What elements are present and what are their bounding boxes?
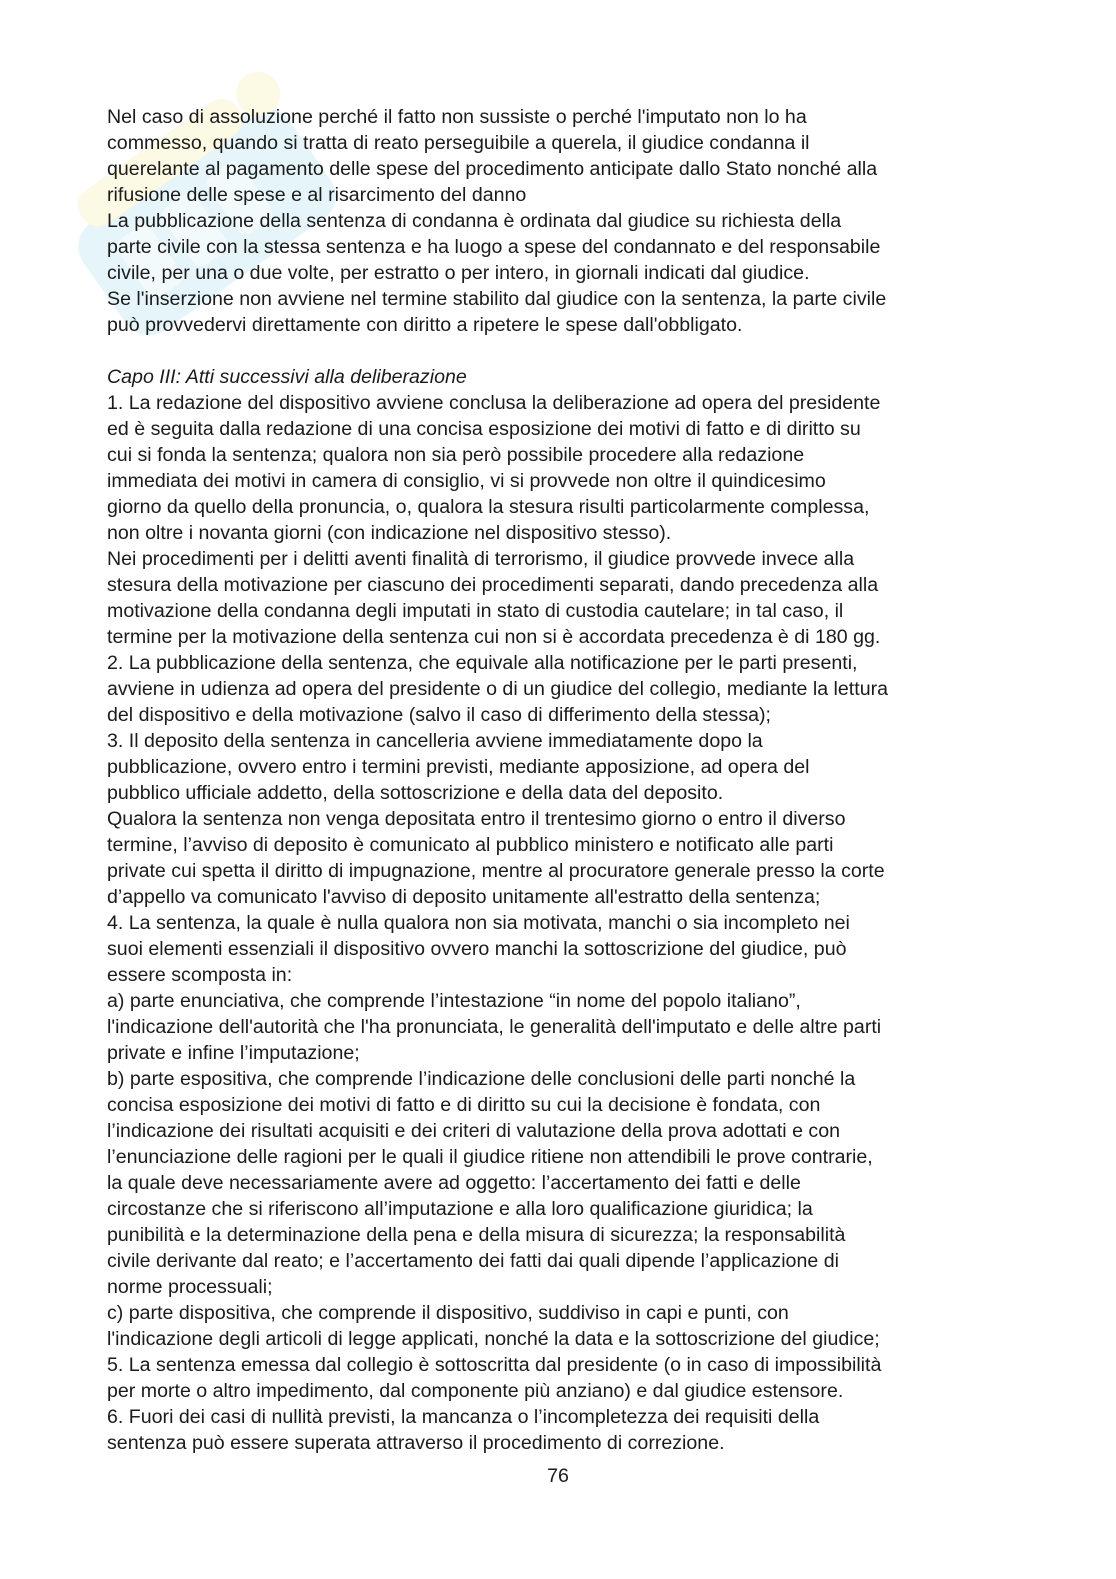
paragraph-assoluzione: Nel caso di assoluzione perché il fatto non sussiste o perché l'imputato non lo ha commesso, quando si tratta di reato perseguibile a querela, il giudice condanna il querelante al pagamento delle spese del procedimento anticipate dallo Stato nonché alla rifusione delle spese e al risarcimento del danno bbox=[107, 106, 878, 206]
paragraph-parte-dispositiva: c) parte dispositiva, che comprende il dispositivo, suddiviso in capi e punti, con l'indicazione degli articoli di legge applicati, nonché la data e la sottoscrizione del giudice; bbox=[107, 1302, 880, 1350]
paragraph-terrorismo: Nei procedimenti per i delitti aventi finalità di terrorismo, il giudice provvede invece alla stesura della motivazione per ciascuno dei procedimenti separati, dando precedenza alla motivazione della condanna degli imputati in stato di custodia cautelare; in tal caso, il termine per la motivazione della sentenza cui non si è accordata precedenza è di 180 gg. bbox=[107, 548, 881, 648]
paragraph-parte-espositiva: b) parte espositiva, che comprende l’indicazione delle conclusioni delle parti nonché la concisa esposizione dei motivi di fatto e di diritto su cui la decisione è fondata, con l’indicazione dei risultati acquisiti e dei criteri di valutazione della prova adottati e con l’enunciazione delle ragioni per le quali il giudice ritiene non attendibili le prove contrarie, la quale deve necessariamente avere ad oggetto: l’accertamento dei fatti e delle circostanze che si riferiscono all’imputazione e alla loro qualificazione giuridica; la punibilità e la determinazione della pena e della misura di sicurezza; la responsabilità civile derivante dal reato; e l’accertamento dei fatti dai quali dipende l’applicazione di norme processuali; bbox=[107, 1068, 873, 1298]
paragraph-pubblicazione-condanna: La pubblicazione della sentenza di condanna è ordinata dal giudice su richiesta della parte civile con la stessa sentenza e ha luogo a spese del condannato e del responsabile civile, per una o due volte, per estratto o per intero, in giornali indicati dal giudice. bbox=[107, 210, 881, 284]
paragraph-nullita: 4. La sentenza, la quale è nulla qualora non sia motivata, manchi o sia incompleto nei suoi elementi essenziali il dispositivo ovvero manchi la sottoscrizione del giudice, può essere scomposta in: bbox=[107, 912, 850, 986]
document-body bbox=[107, 104, 1027, 1456]
paragraph-gap bbox=[107, 338, 1027, 364]
paragraph-deposito: 3. Il deposito della sentenza in cancelleria avviene immediatamente dopo la pubblicazione, ovvero entro i termini previsti, mediante apposizione, ad opera del pubblico ufficiale addetto, della sottoscrizione e della data del deposito. bbox=[107, 730, 810, 804]
section-heading: Capo III: Atti successivi alla deliberazione bbox=[107, 366, 467, 388]
page-number: 76 bbox=[547, 1465, 569, 1487]
paragraph-avviso-deposito: Qualora la sentenza non venga depositata entro il trentesimo giorno o entro il diverso termine, l’avviso di deposito è comunicato al pubblico ministero e notificato alle parti private cui spetta il diritto di impugnazione, mentre al procuratore generale presso la corte d’appello va comunicato l'avviso di deposito unitamente all'estratto della sentenza; bbox=[107, 808, 885, 908]
paragraph-redazione-dispositivo: 1. La redazione del dispositivo avviene conclusa la deliberazione ad opera del presidente ed è seguita dalla redazione di una concisa esposizione dei motivi di fatto e di diritto su cui si fonda la sentenza; qualora non sia però possibile procedere alla redazione immediata dei motivi in camera di consiglio, vi si provvede non oltre il quindicesimo giorno da quello della pronuncia, o, qualora la stesura risulti particolarmente complessa, non oltre i novanta giorni (con indicazione nel dispositivo stesso). bbox=[107, 392, 881, 544]
paragraph-inserzione: Se l'inserzione non avviene nel termine stabilito dal giudice con la sentenza, la parte civile può provvedervi direttamente con diritto a ripetere le spese dall'obbligato. bbox=[107, 288, 887, 336]
paragraph-parte-enunciativa: a) parte enunciativa, che comprende l’intestazione “in nome del popolo italiano”, l'indicazione dell'autorità che l'ha pronunciata, le generalità dell'imputato e delle altre parti private e infine l’imputazione; bbox=[107, 990, 882, 1064]
paragraph-correzione: 6. Fuori dei casi di nullità previsti, la mancanza o l’incompletezza dei requisiti della sentenza può essere superata attraverso il procedimento di correzione. bbox=[107, 1406, 820, 1454]
paragraph-pubblicazione-sentenza: 2. La pubblicazione della sentenza, che equivale alla notificazione per le parti presenti, avviene in udienza ad opera del presidente o di un giudice del collegio, mediante la lettura del dispositivo e della motivazione (salvo il caso di differimento della stessa); bbox=[107, 652, 889, 726]
paragraph-sottoscrizione: 5. La sentenza emessa dal collegio è sottoscritta dal presidente (o in caso di impossibilità per morte o altro impedimento, dal componente più anziano) e dal giudice estensore. bbox=[107, 1354, 882, 1402]
